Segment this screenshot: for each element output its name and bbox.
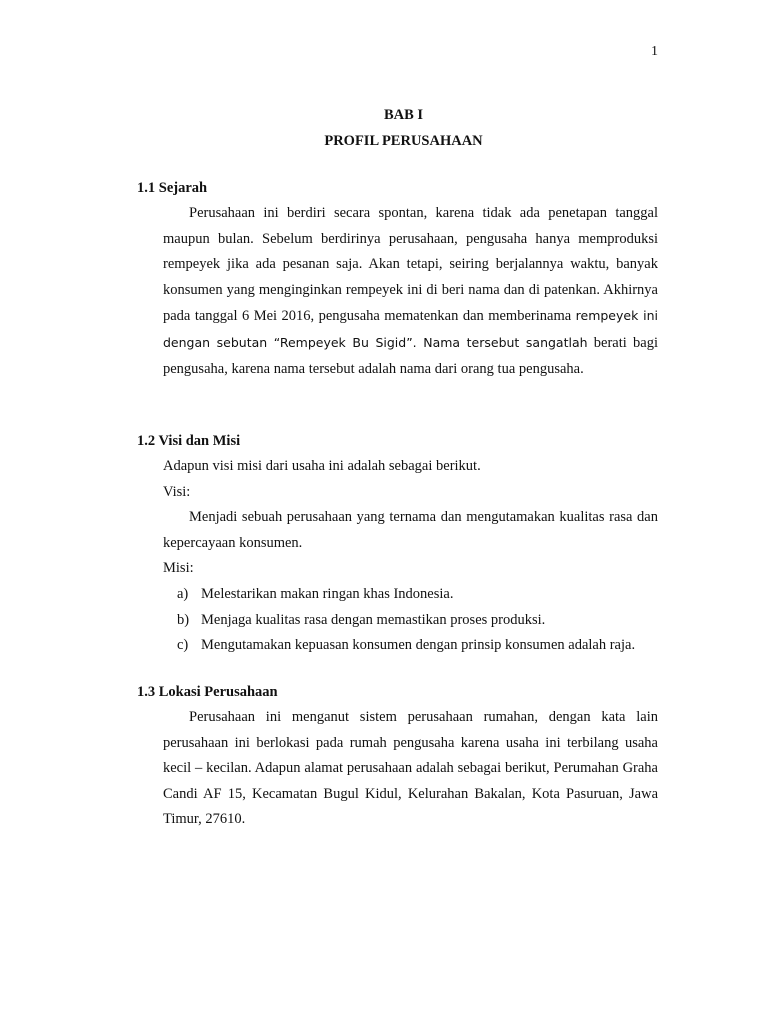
section-lokasi	[137, 679, 658, 833]
section-heading-lokasi: 1.3 Lokasi Perusahaan	[137, 684, 278, 700]
sejarah-text-lead: Perusahaan ini berdiri secara spontan, karena tidak ada penetapan tanggal maupun bulan. Sebelum berdirinya perusahaan, pengusaha hanya memproduksi rempeyek jika ada pesanan saja. Akan tetapi, seiring berjalannya waktu, banyak konsumen yang menginginkan rempeyek ini di beri nama dan di patenkan. Akhirnya pada tanggal 6 Mei 2016, pengusaha mematenkan dan memberinama	[163, 205, 658, 325]
list-item	[177, 608, 658, 634]
visi-text: Menjadi sebuah perusahaan yang ternama dan mengutamakan kualitas rasa dan kepercayaan konsumen.	[163, 509, 658, 551]
section-heading-sejarah: 1.1 Sejarah	[137, 180, 208, 196]
list-item	[177, 633, 658, 659]
lokasi-text: Perusahaan ini menganut sistem perusahaan rumahan, dengan kata lain perusahaan ini berlokasi pada rumah pengusaha karena usaha ini terbilang usaha kecil – kecilan. Adapun alamat perusahaan adalah sebagai berikut, Perumahan Graha Candi AF 15, Kecamatan Bugul Kidul, Kelurahan Bakalan, Kota Pasuruan, Jawa Timur, 27610.	[163, 709, 658, 828]
lokasi-paragraph	[163, 705, 658, 833]
misi-list	[177, 582, 658, 659]
list-marker: b)	[177, 611, 190, 628]
visi-misi-intro: Adapun visi misi dari usaha ini adalah sebagai berikut.	[163, 458, 481, 474]
list-marker: c)	[177, 637, 189, 654]
visi-paragraph	[163, 505, 658, 556]
chapter-title: PROFIL PERUSAHAAN	[324, 133, 483, 149]
sejarah-paragraph	[163, 201, 658, 382]
misi-label: Misi:	[163, 560, 194, 577]
section-heading-visi-misi: 1.2 Visi dan Misi	[137, 433, 241, 449]
section-sejarah	[137, 175, 658, 382]
sejarah-text-tail: berati bagi pengusaha, karena nama tersebut adalah nama dari orang tua pengusaha.	[163, 334, 658, 377]
list-marker: a)	[177, 585, 189, 602]
section-visi-misi	[137, 428, 658, 659]
sejarah-text-sans: rempeyek ini dengan sebutan “Rempeyek Bu Sigid”. Nama tersebut sangatlah	[163, 308, 659, 350]
chapter-label: BAB I	[383, 107, 424, 123]
list-item-text: Melestarikan makan ringan khas Indonesia.	[201, 585, 454, 602]
chapter-title-block	[137, 102, 670, 154]
list-item-text: Menjaga kualitas rasa dengan memastikan proses produksi.	[201, 611, 546, 628]
list-item-text: Mengutamakan kepuasan konsumen dengan prinsip konsumen adalah raja.	[201, 637, 636, 654]
list-item	[177, 582, 658, 608]
page-number: 1	[651, 44, 658, 59]
visi-label: Visi:	[163, 483, 191, 500]
